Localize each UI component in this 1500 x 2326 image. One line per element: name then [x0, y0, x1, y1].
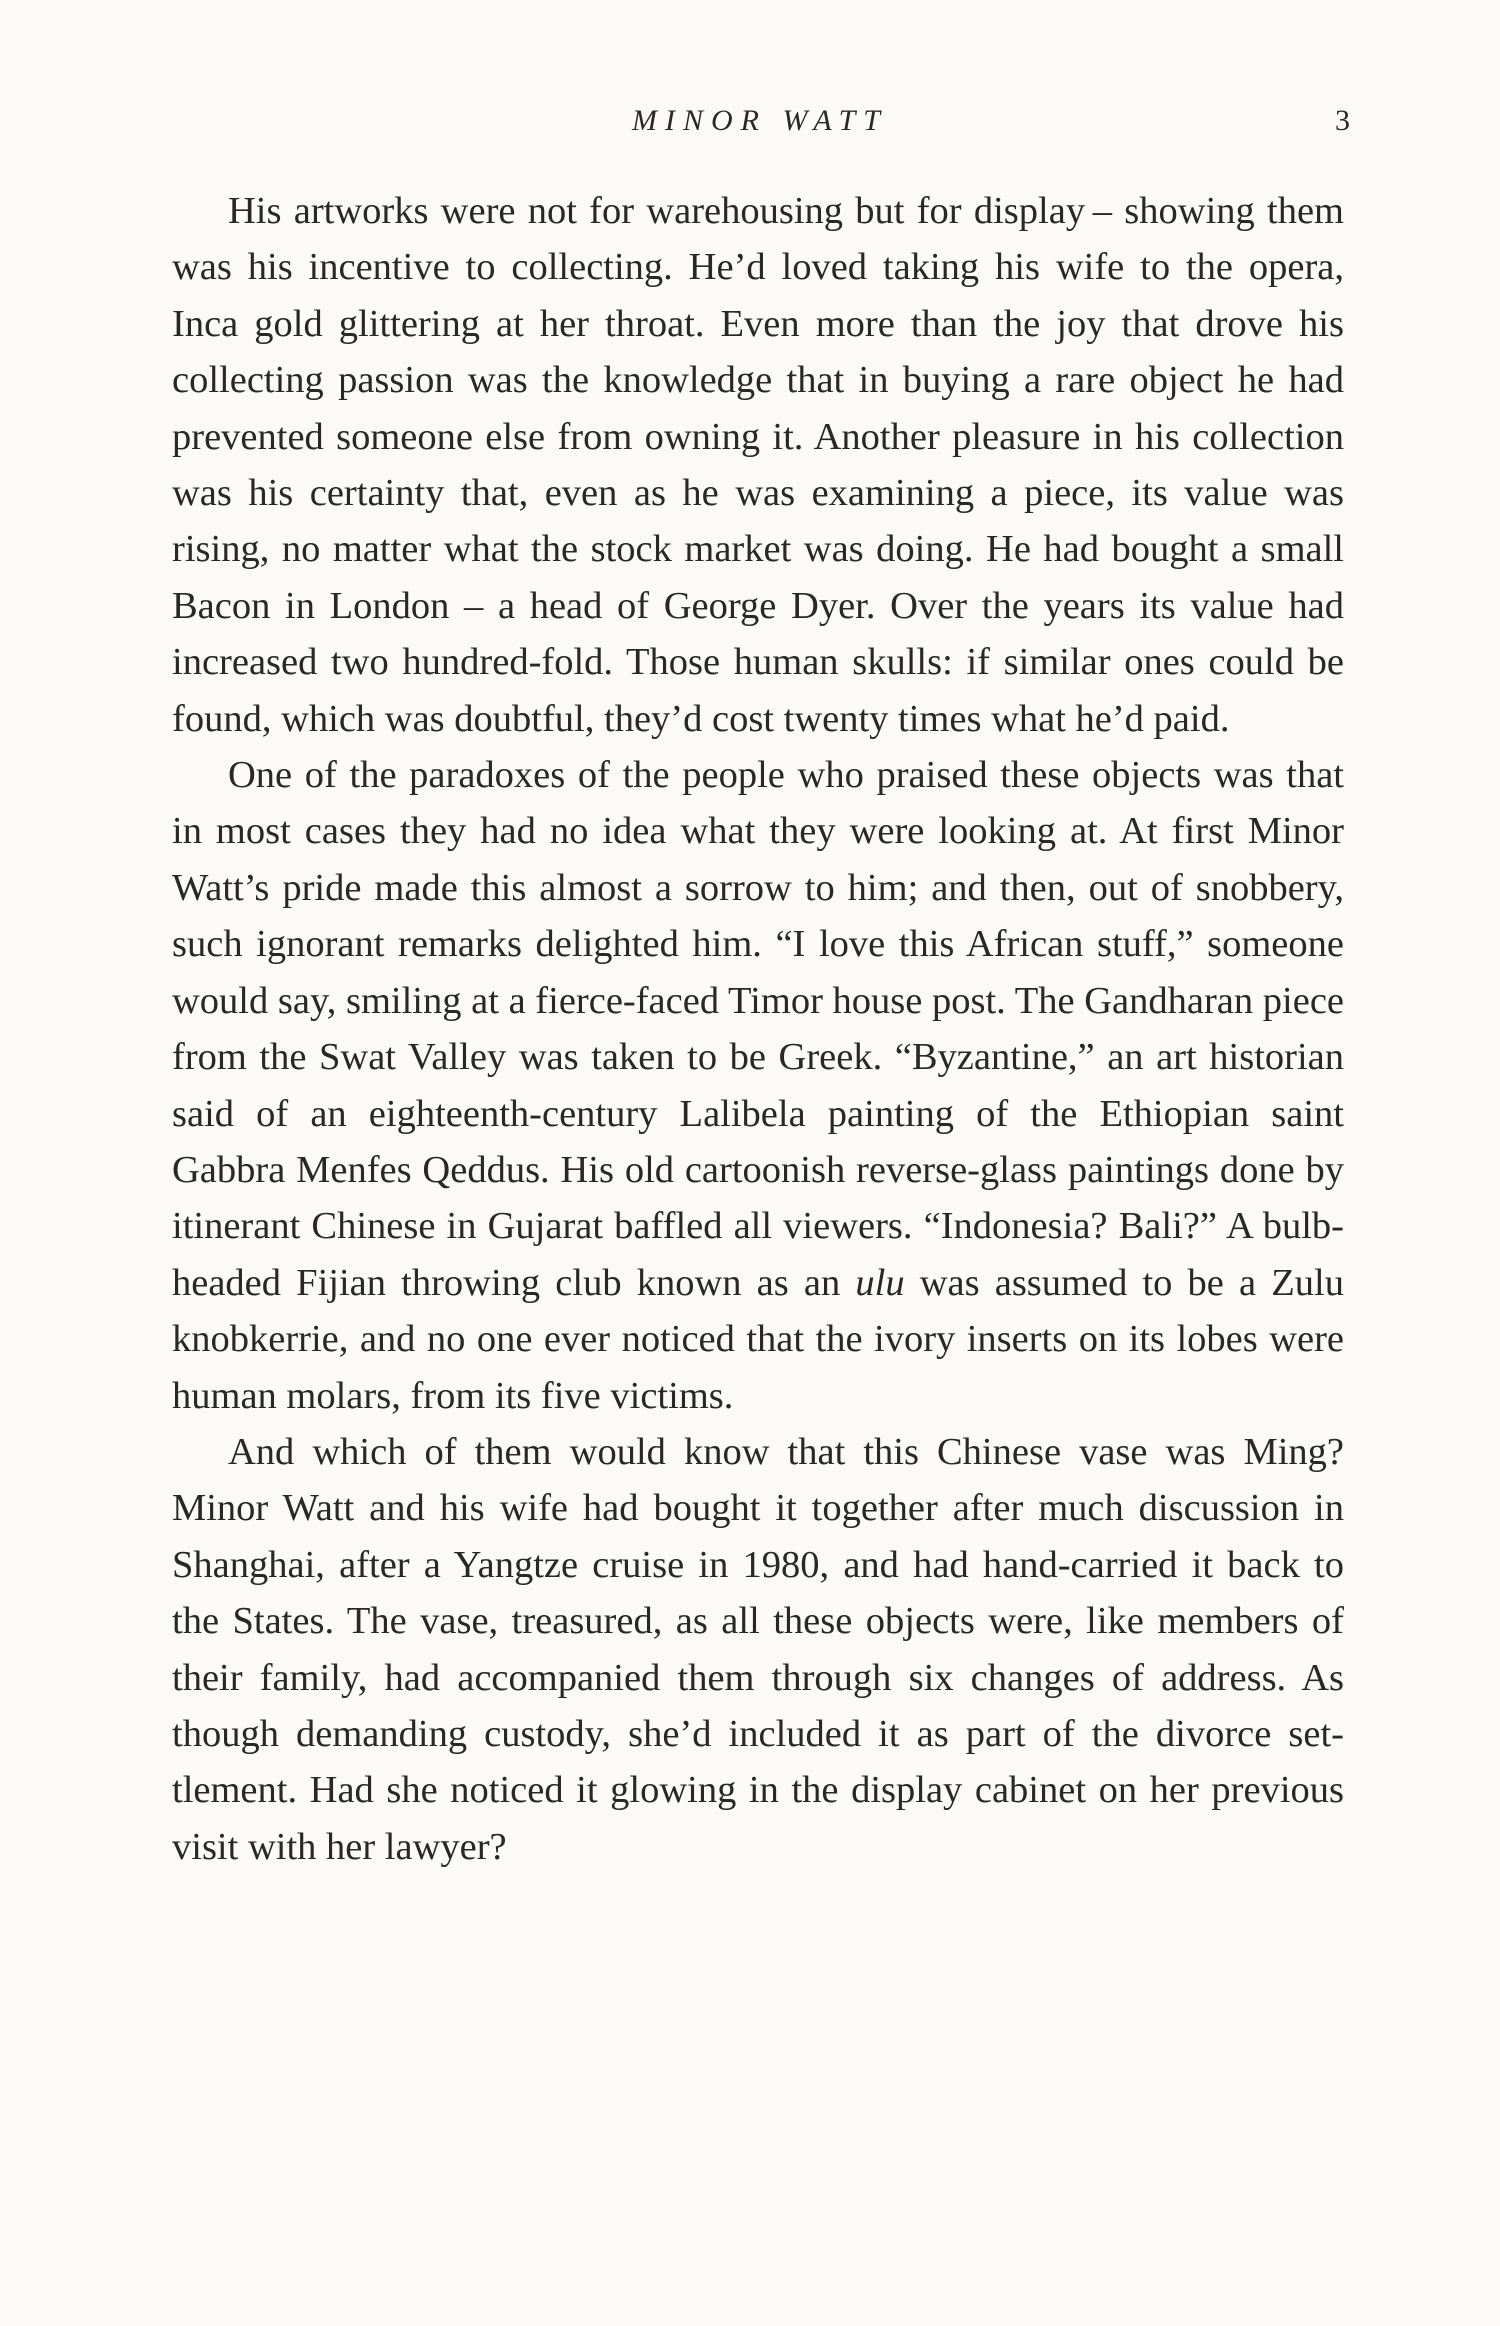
paragraph-2	[172, 747, 1344, 1424]
running-title: MINOR WATT	[632, 104, 888, 137]
running-head	[170, 96, 1350, 146]
paragraph-2-part-1: One of the paradoxes of the people who praised these objects was that in most cases they had no idea what they were looking at. At first Minor Watt’s pride made this almost a sorrow to him; and then, out of snobbery, such ignorant remarks delighted him. “I love this African stuff,” someone would say, smiling at a fierce-faced Timor house post. The Gandharan piece from the Swat Valley was taken to be Greek. “Byzantine,” an art historian said of an eighteenth-century Lalibela painting of the Ethiopian saint Gabbra Menfes Qeddus. His old cartoonish reverse-glass paintings done by itinerant Chinese in Gujarat baffled all viewers. “Indonesia? Bali?” A bulb-headed Fijian throwing club known as an	[172, 754, 1344, 1304]
paragraph-3: And which of them would know that this Chinese vase was Ming? Minor Watt and his wife had bought it together after much discussion in Shanghai, after a Yangtze cruise in 1980, and had hand-carried it back to the States. The vase, treasured, as all these objects were, like members of their family, had accompanied them through six changes of address. As though demanding custody, she’d included it as part of the divorce settlement. Had she noticed it glowing in the display cabinet on her previous visit with her lawyer?	[172, 1430, 1344, 1868]
body-text	[172, 183, 1344, 1875]
paragraph-2-part-2: was assumed to be a Zulu knobkerrie, and no one ever noticed that the ivory inserts on its lobes were human molars, from its five victims.	[172, 1261, 1344, 1417]
paragraph-1: His artworks were not for warehousing but for display – showing them was his incentive to collecting. He’d loved taking his wife to the opera, Inca gold glittering at her throat. Even more than the joy that drove his collecting passion was the knowledge that in buying a rare object he had prevented someone else from owning it. Another pleasure in his collection was his certainty that, even as he was examining a piece, its value was rising, no matter what the stock market was doing. He had bought a small Bacon in London – a head of George Dyer. Over the years its value had increased two hundred-fold. Those human skulls: if similar ones could be found, which was doubtful, they’d cost twenty times what he’d paid.	[172, 190, 1344, 740]
page-number: 3	[1335, 104, 1350, 137]
italic-term-ulu: ulu	[855, 1261, 905, 1304]
